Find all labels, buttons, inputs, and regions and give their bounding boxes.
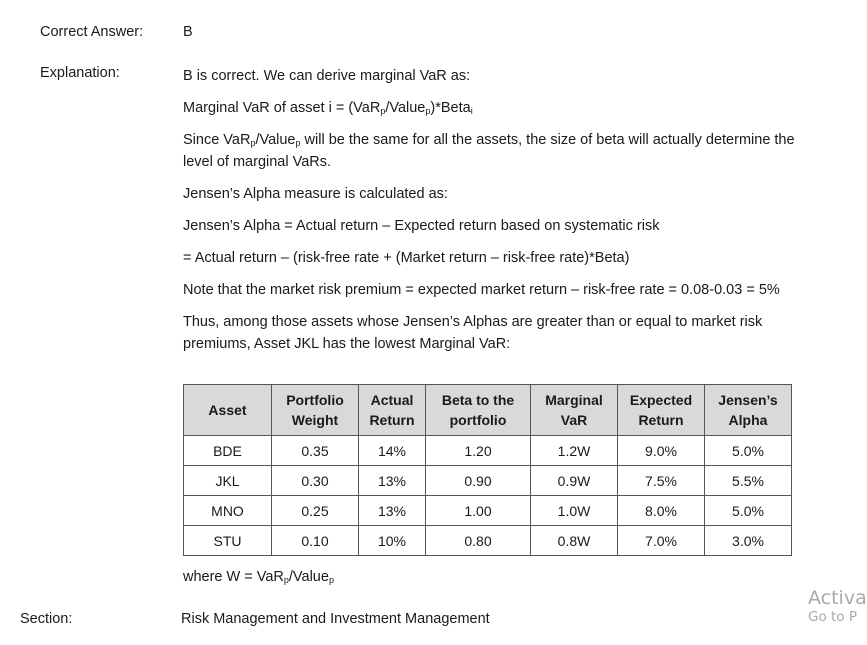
jensens-alpha-expanded: = Actual return – (risk-free rate + (Market return – risk-free rate)*Beta) [183, 250, 630, 266]
watermark-line-1: Activa [808, 587, 867, 609]
table-cell: 5.5% [705, 466, 792, 496]
table-cell: 0.10 [272, 526, 359, 556]
table-cell: JKL [184, 466, 272, 496]
header-portfolio-weight: Portfolio Weight [272, 385, 359, 436]
watermark-line-2: Go to P [808, 608, 857, 625]
explanation-paragraph-1: B is correct. We can derive marginal VaR as: [183, 68, 471, 84]
header-beta: Beta to the portfolio [426, 385, 531, 436]
table-cell: 7.5% [618, 466, 705, 496]
table-row [184, 526, 792, 556]
explanation-label: Explanation: [40, 65, 120, 81]
section-label: Section: [20, 611, 73, 627]
table-cell: BDE [184, 436, 272, 466]
header-expected-return: Expected Return [618, 385, 705, 436]
table-cell: 0.30 [272, 466, 359, 496]
table-cell: 0.9W [531, 466, 618, 496]
header-asset: Asset [184, 385, 272, 436]
table-cell: 1.0W [531, 496, 618, 526]
jensens-alpha-formula: Jensen’s Alpha = Actual return – Expected return based on systematic risk [183, 218, 660, 234]
table-cell: STU [184, 526, 272, 556]
table-cell: 0.25 [272, 496, 359, 526]
where-note: where W = VaR$_p$/Value$_p$ [183, 569, 334, 585]
explanation-conclusion: Thus, among those assets whose Jensen’s Alphas are greater than or equal to market risk premiums, Asset JKL has the lowest Marginal VaR: [183, 314, 763, 352]
section-value: Risk Management and Investment Management [181, 611, 490, 627]
table-row [184, 496, 792, 526]
activation-watermark [808, 588, 867, 625]
table-cell: 5.0% [705, 436, 792, 466]
table-cell: 0.90 [426, 466, 531, 496]
table-row [184, 436, 792, 466]
explanation-paragraph-4: Jensen’s Alpha measure is calculated as: [183, 186, 448, 202]
table-cell: 10% [359, 526, 426, 556]
correct-answer-label: Correct Answer: [40, 24, 144, 40]
asset-comparison-table [183, 384, 792, 556]
table-cell: 9.0% [618, 436, 705, 466]
table-cell: 3.0% [705, 526, 792, 556]
table-cell: 1.2W [531, 436, 618, 466]
table-cell: 7.0% [618, 526, 705, 556]
header-actual-return: Actual Return [359, 385, 426, 436]
table-cell: 1.20 [426, 436, 531, 466]
header-marginal-var: Marginal VaR [531, 385, 618, 436]
explanation-body [183, 65, 803, 365]
table-cell: 0.8W [531, 526, 618, 556]
table-cell: 0.35 [272, 436, 359, 466]
market-risk-premium-note: Note that the market risk premium = expected market return – risk-free rate = 0.08-0.03 = 5% [183, 282, 780, 298]
table-cell: 13% [359, 466, 426, 496]
table-cell: 14% [359, 436, 426, 466]
table-cell: 1.00 [426, 496, 531, 526]
table-cell: MNO [184, 496, 272, 526]
marginal-var-formula: Marginal VaR of asset i = (VaR$_p$/Value$_p$)*Beta$_i$ [183, 100, 473, 116]
table-row [184, 466, 792, 496]
table-header-row [184, 385, 792, 436]
correct-answer-value: B [183, 24, 193, 40]
table-cell: 13% [359, 496, 426, 526]
header-jensens-alpha: Jensen’s Alpha [705, 385, 792, 436]
table-cell: 8.0% [618, 496, 705, 526]
explanation-paragraph-3: Since VaR$_p$/Value$_p$ will be the same for all the assets, the size of beta will actually determine the level of marginal VaRs. [183, 132, 795, 170]
table-cell: 0.80 [426, 526, 531, 556]
table-cell: 5.0% [705, 496, 792, 526]
